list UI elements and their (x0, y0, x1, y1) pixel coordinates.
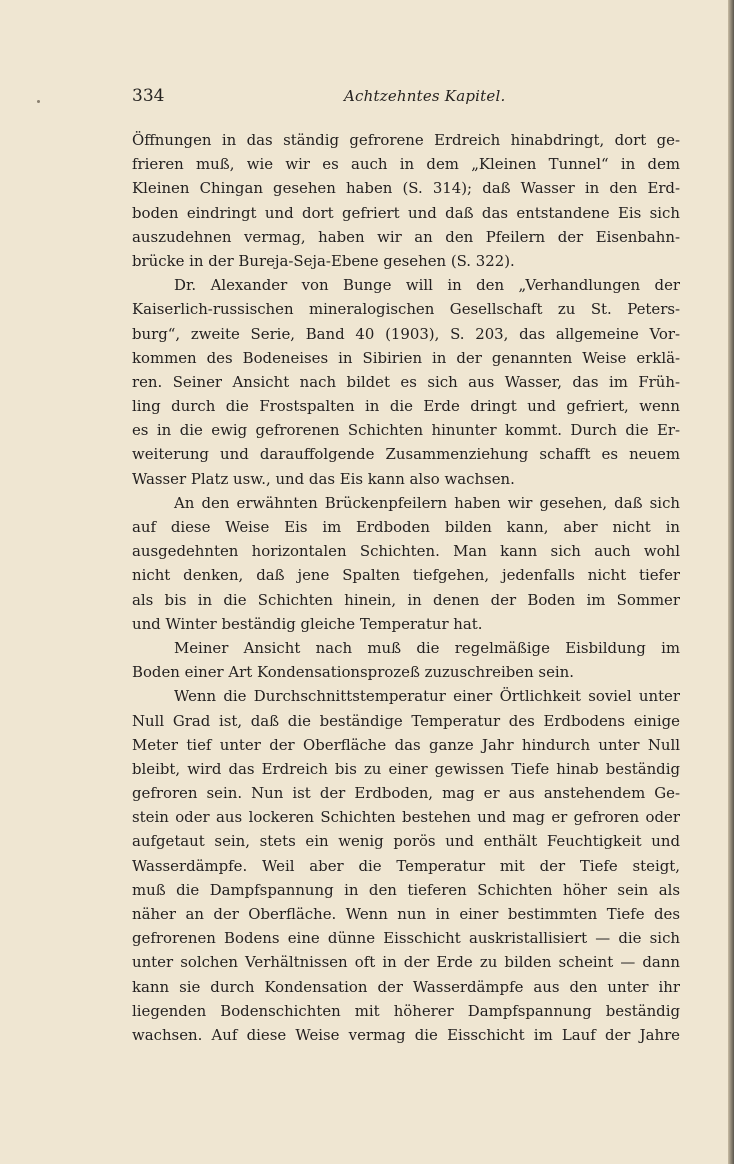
text-line: stein oder aus lockeren Schichten bestehen und mag er gefroren oder (132, 808, 680, 827)
text-line: als bis in die Schichten hinein, in denen der Boden im Sommer (132, 590, 680, 609)
margin-dot (37, 100, 40, 103)
text-line: Öffnungen in das ständig gefrorene Erdreich hinabdringt, dort ge- (132, 131, 680, 149)
text-line: und Winter beständig gleiche Temperatur hat. (132, 614, 483, 633)
text-line: auszudehnen vermag, haben wir an den Pfeilern der Eisenbahn- (132, 227, 680, 246)
page-number: 334 (132, 86, 165, 106)
text-line: brücke in der Bureja-Seja-Ebene gesehen (S. 322). (132, 251, 515, 270)
text-line: bleibt, wird das Erdreich bis zu einer gewissen Tiefe hinab beständig (132, 759, 680, 778)
text-line: kommen des Bodeneises in Sibirien in der genannten Weise erklä- (132, 348, 680, 367)
text-line: kann sie durch Kondensation der Wasserdämpfe aus den unter ihr (132, 977, 680, 996)
text-line: ausgedehnten horizontalen Schichten. Man kann sich auch wohl (132, 542, 680, 561)
body-text (132, 128, 680, 1047)
page-header (132, 86, 680, 114)
text-line: es in die ewig gefrorenen Schichten hinunter kommt. Durch die Er- (132, 421, 680, 440)
text-line: Boden einer Art Kondensationsprozeß zuzuschreiben sein. (132, 663, 574, 682)
text-line: Meiner Ansicht nach muß die regelmäßige Eisbildung im (174, 638, 680, 657)
text-line: unter solchen Verhältnissen oft in der Erde zu bilden scheint — dann (132, 953, 680, 972)
text-line: Wasser Platz usw., und das Eis kann also wachsen. (132, 469, 515, 488)
text-line: Kaiserlich-russischen mineralogischen Gesellschaft zu St. Peters- (132, 300, 680, 319)
text-line: Wenn die Durchschnittstemperatur einer Örtlichkeit soviel unter (174, 687, 680, 706)
text-line: An den erwähnten Brückenpfeilern haben wir gesehen, daß sich (174, 493, 680, 512)
text-line: liegenden Bodenschichten mit höherer Dampfspannung beständig (132, 1001, 680, 1020)
running-title: Achtzehntes Kapitel. (344, 87, 506, 105)
text-line: gefroren sein. Nun ist der Erdboden, mag er aus anstehendem Ge- (132, 784, 680, 803)
text-line: weiterung und darauffolgende Zusammenziehung schafft es neuem (132, 445, 680, 464)
text-line: boden eindringt und dort gefriert und daß das entstandene Eis sich (132, 203, 680, 222)
text-line: Meter tief unter der Oberfläche das ganze Jahr hindurch unter Null (132, 735, 680, 754)
text-line: aufgetaut sein, stets ein wenig porös und enthält Feuchtigkeit und (132, 832, 680, 851)
text-line: muß die Dampfspannung in den tieferen Schichten höher sein als (132, 880, 680, 899)
text-line: ren. Seiner Ansicht nach bildet es sich aus Wasser, das im Früh- (132, 372, 680, 391)
text-line: Wasserdämpfe. Weil aber die Temperatur mit der Tiefe steigt, (132, 856, 680, 875)
text-line: frieren muß, wie wir es auch in dem „Kleinen Tunnel“ in dem (132, 155, 680, 174)
text-line: näher an der Oberfläche. Wenn nun in einer bestimmten Tiefe des (132, 905, 680, 923)
text-line: Kleinen Chingan gesehen haben (S. 314); daß Wasser in den Erd- (132, 179, 680, 198)
text-line: burg“, zweite Serie, Band 40 (1903), S. 203, das allgemeine Vor- (132, 324, 680, 343)
text-line: Null Grad ist, daß die beständige Temperatur des Erdbodens einige (132, 711, 680, 730)
text-line: wachsen. Auf diese Weise vermag die Eisschicht im Lauf der Jahre (132, 1025, 680, 1044)
text-line: gefrorenen Bodens eine dünne Eisschicht auskristallisiert — die sich (132, 929, 680, 948)
text-line: nicht denken, daß jene Spalten tiefgehen, jedenfalls nicht tiefer (132, 566, 680, 585)
text-line: ling durch die Frostspalten in die Erde dringt und gefriert, wenn (132, 397, 680, 416)
text-line: auf diese Weise Eis im Erdboden bilden kann, aber nicht in (132, 518, 680, 536)
page-edge-shadow (728, 0, 734, 1164)
text-line: Dr. Alexander von Bunge will in den „Verhandlungen der (174, 276, 680, 295)
